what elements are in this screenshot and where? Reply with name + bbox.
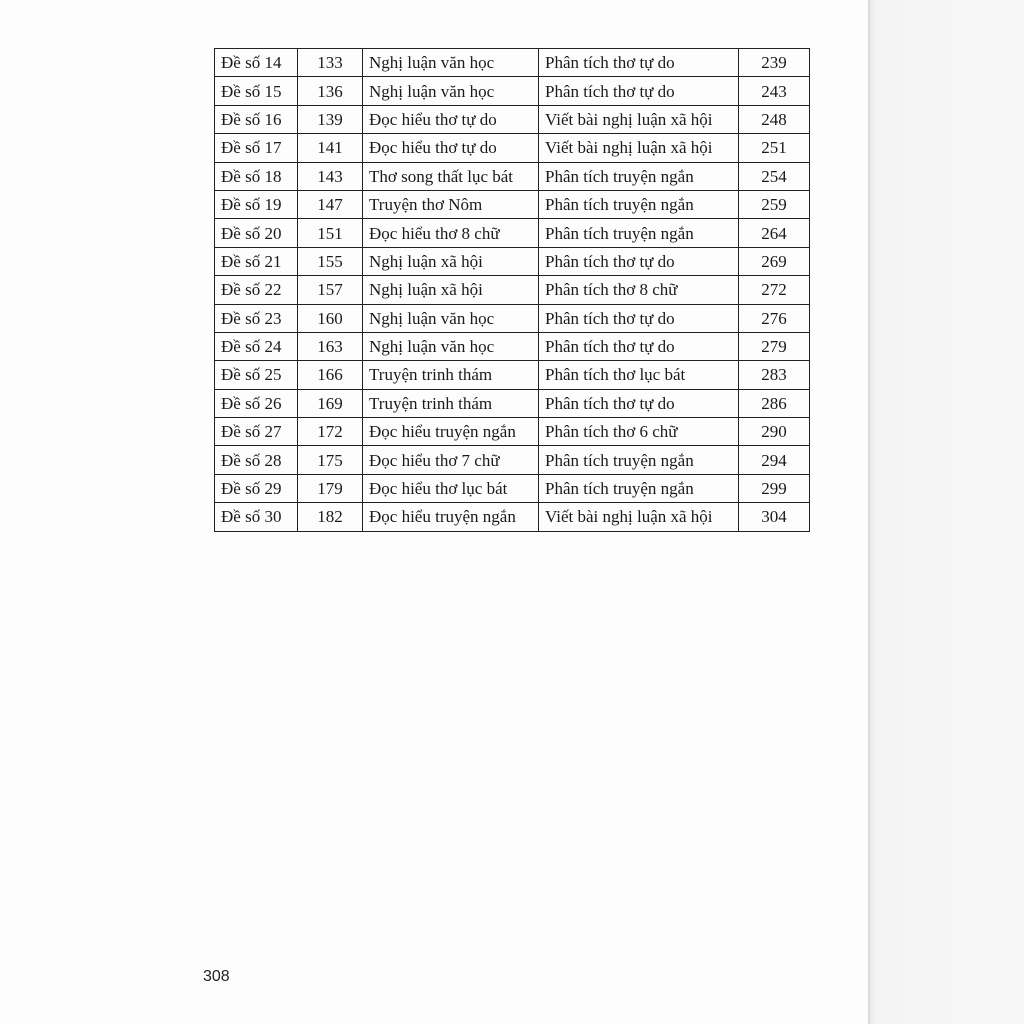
writing-topic-cell: Phân tích thơ tự do — [539, 389, 739, 417]
reading-page-cell: 175 — [298, 446, 363, 474]
exam-code-cell: Đề số 18 — [215, 162, 298, 190]
table-row — [215, 389, 810, 417]
writing-topic-cell: Phân tích truyện ngắn — [539, 446, 739, 474]
page-edge — [870, 0, 1024, 1024]
reading-topic-cell: Đọc hiểu thơ lục bát — [363, 474, 539, 502]
answer-page-cell: 279 — [739, 332, 810, 360]
answer-page-cell: 243 — [739, 77, 810, 105]
writing-topic-cell: Phân tích truyện ngắn — [539, 219, 739, 247]
reading-page-cell: 147 — [298, 190, 363, 218]
answer-page-cell: 264 — [739, 219, 810, 247]
reading-topic-cell: Truyện thơ Nôm — [363, 190, 539, 218]
answer-page-cell: 272 — [739, 276, 810, 304]
answer-page-cell: 294 — [739, 446, 810, 474]
writing-topic-cell: Phân tích thơ tự do — [539, 49, 739, 77]
reading-topic-cell: Nghị luận xã hội — [363, 247, 539, 275]
table-row — [215, 418, 810, 446]
reading-page-cell: 157 — [298, 276, 363, 304]
exam-code-cell: Đề số 15 — [215, 77, 298, 105]
writing-topic-cell: Phân tích thơ tự do — [539, 332, 739, 360]
exam-code-cell: Đề số 28 — [215, 446, 298, 474]
answer-page-cell: 254 — [739, 162, 810, 190]
answer-page-cell: 283 — [739, 361, 810, 389]
table-row — [215, 361, 810, 389]
writing-topic-cell: Viết bài nghị luận xã hội — [539, 503, 739, 531]
answer-page-cell: 248 — [739, 105, 810, 133]
reading-page-cell: 133 — [298, 49, 363, 77]
reading-page-cell: 155 — [298, 247, 363, 275]
writing-topic-cell: Phân tích thơ tự do — [539, 247, 739, 275]
table-row — [215, 503, 810, 531]
toc-table — [214, 48, 810, 532]
table-row — [215, 219, 810, 247]
reading-topic-cell: Đọc hiểu truyện ngắn — [363, 503, 539, 531]
exam-code-cell: Đề số 29 — [215, 474, 298, 502]
reading-page-cell: 151 — [298, 219, 363, 247]
exam-code-cell: Đề số 21 — [215, 247, 298, 275]
writing-topic-cell: Viết bài nghị luận xã hội — [539, 134, 739, 162]
reading-page-cell: 136 — [298, 77, 363, 105]
exam-code-cell: Đề số 17 — [215, 134, 298, 162]
table-row — [215, 105, 810, 133]
reading-page-cell: 172 — [298, 418, 363, 446]
answer-page-cell: 269 — [739, 247, 810, 275]
reading-page-cell: 141 — [298, 134, 363, 162]
exam-code-cell: Đề số 30 — [215, 503, 298, 531]
table-row — [215, 190, 810, 218]
reading-topic-cell: Nghị luận văn học — [363, 332, 539, 360]
writing-topic-cell: Phân tích thơ lục bát — [539, 361, 739, 389]
writing-topic-cell: Phân tích thơ 8 chữ — [539, 276, 739, 304]
exam-code-cell: Đề số 20 — [215, 219, 298, 247]
reading-topic-cell: Nghị luận văn học — [363, 304, 539, 332]
writing-topic-cell: Viết bài nghị luận xã hội — [539, 105, 739, 133]
table-row — [215, 446, 810, 474]
answer-page-cell: 299 — [739, 474, 810, 502]
table-row — [215, 247, 810, 275]
table-row — [215, 474, 810, 502]
exam-code-cell: Đề số 22 — [215, 276, 298, 304]
reading-page-cell: 143 — [298, 162, 363, 190]
reading-topic-cell: Đọc hiểu thơ 7 chữ — [363, 446, 539, 474]
reading-topic-cell: Nghị luận xã hội — [363, 276, 539, 304]
reading-page-cell: 163 — [298, 332, 363, 360]
reading-topic-cell: Truyện trinh thám — [363, 361, 539, 389]
writing-topic-cell: Phân tích truyện ngắn — [539, 474, 739, 502]
reading-topic-cell: Nghị luận văn học — [363, 77, 539, 105]
exam-code-cell: Đề số 23 — [215, 304, 298, 332]
table-row — [215, 304, 810, 332]
answer-page-cell: 239 — [739, 49, 810, 77]
reading-page-cell: 166 — [298, 361, 363, 389]
writing-topic-cell: Phân tích thơ tự do — [539, 304, 739, 332]
answer-page-cell: 276 — [739, 304, 810, 332]
answer-page-cell: 251 — [739, 134, 810, 162]
exam-code-cell: Đề số 24 — [215, 332, 298, 360]
answer-page-cell: 259 — [739, 190, 810, 218]
exam-code-cell: Đề số 26 — [215, 389, 298, 417]
exam-code-cell: Đề số 16 — [215, 105, 298, 133]
table-row — [215, 77, 810, 105]
reading-topic-cell: Đọc hiểu thơ tự do — [363, 105, 539, 133]
toc-body — [215, 49, 810, 532]
answer-page-cell: 304 — [739, 503, 810, 531]
exam-code-cell: Đề số 27 — [215, 418, 298, 446]
writing-topic-cell: Phân tích thơ tự do — [539, 77, 739, 105]
reading-page-cell: 179 — [298, 474, 363, 502]
reading-page-cell: 169 — [298, 389, 363, 417]
exam-code-cell: Đề số 14 — [215, 49, 298, 77]
exam-code-cell: Đề số 19 — [215, 190, 298, 218]
reading-topic-cell: Thơ song thất lục bát — [363, 162, 539, 190]
writing-topic-cell: Phân tích truyện ngắn — [539, 190, 739, 218]
reading-topic-cell: Đọc hiểu thơ tự do — [363, 134, 539, 162]
reading-page-cell: 160 — [298, 304, 363, 332]
answer-page-cell: 286 — [739, 389, 810, 417]
reading-topic-cell: Đọc hiểu truyện ngắn — [363, 418, 539, 446]
writing-topic-cell: Phân tích truyện ngắn — [539, 162, 739, 190]
reading-topic-cell: Truyện trinh thám — [363, 389, 539, 417]
table-row — [215, 49, 810, 77]
table-row — [215, 134, 810, 162]
table-row — [215, 162, 810, 190]
reading-topic-cell: Đọc hiểu thơ 8 chữ — [363, 219, 539, 247]
table-row — [215, 276, 810, 304]
exam-code-cell: Đề số 25 — [215, 361, 298, 389]
writing-topic-cell: Phân tích thơ 6 chữ — [539, 418, 739, 446]
reading-page-cell: 139 — [298, 105, 363, 133]
table-row — [215, 332, 810, 360]
reading-topic-cell: Nghị luận văn học — [363, 49, 539, 77]
page-number: 308 — [203, 968, 230, 985]
answer-page-cell: 290 — [739, 418, 810, 446]
reading-page-cell: 182 — [298, 503, 363, 531]
